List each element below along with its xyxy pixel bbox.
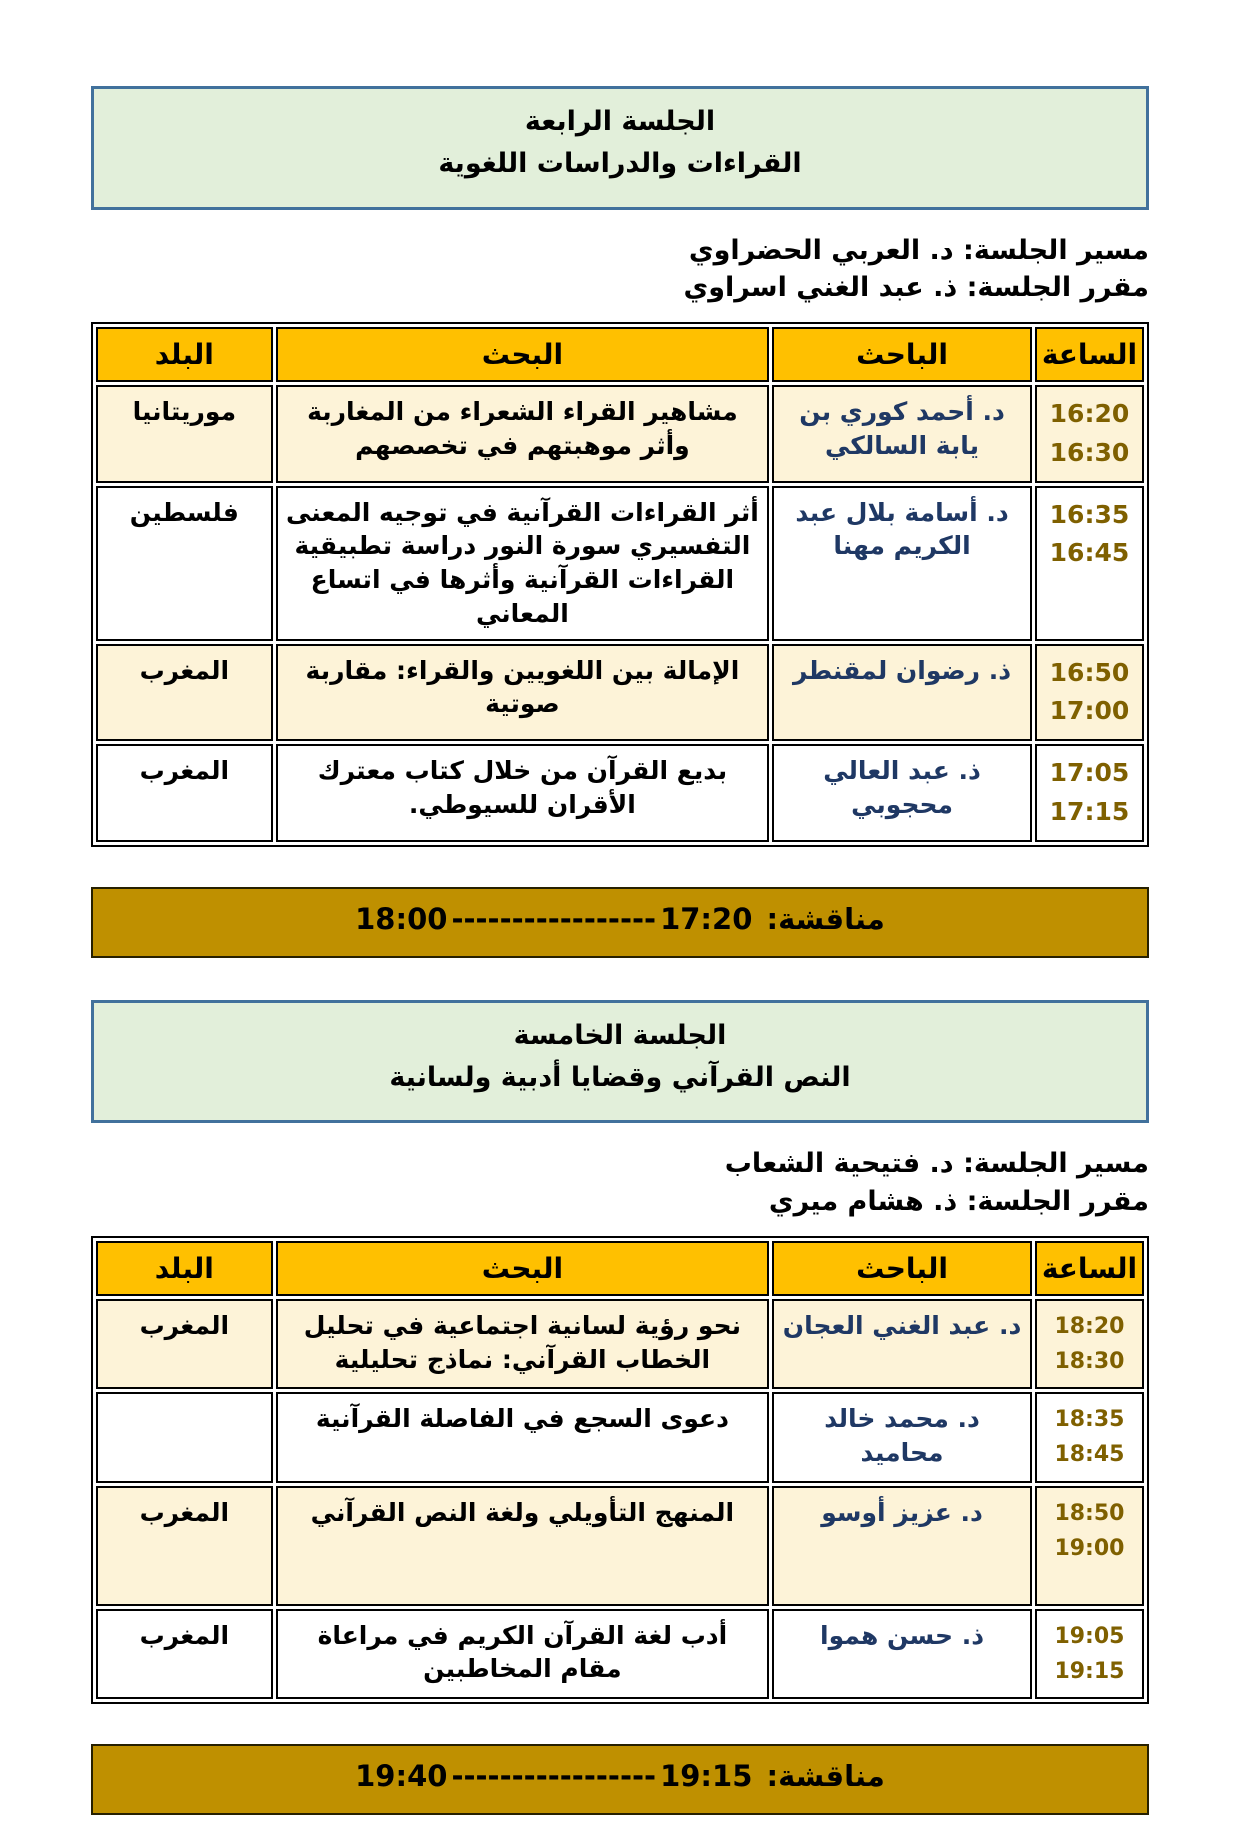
table-row (96, 744, 1144, 842)
time-end: 17:15 (1049, 796, 1130, 826)
country-name: المغرب (96, 1486, 273, 1606)
time-end: 19:15 (1054, 1658, 1125, 1684)
discussion-dashes: ----------------- (451, 1759, 657, 1793)
session4-officials (91, 232, 1149, 307)
table-header-row (96, 1241, 1144, 1296)
country-name: فلسطين (96, 486, 273, 641)
discussion-end-time: 19:40 (355, 1759, 448, 1793)
paper-title: بديع القرآن من خلال كتاب معترك الأقران للسيوطي. (276, 744, 770, 842)
time-start: 19:05 (1054, 1623, 1125, 1649)
table-row (96, 1299, 1144, 1389)
session5-discussion-banner (91, 1744, 1149, 1815)
session5-title-line2: النص القرآني وقضايا أدبية ولسانية (389, 1061, 851, 1093)
time-end: 18:45 (1054, 1442, 1125, 1468)
time-cell (1035, 486, 1144, 641)
time-end: 17:00 (1049, 696, 1130, 726)
country-name: المغرب (96, 644, 273, 742)
col-header-paper: البحث (276, 327, 770, 382)
col-header-time: الساعة (1035, 1241, 1144, 1296)
country-name: المغرب (96, 744, 273, 842)
researcher-name: د. أسامة بلال عبد الكريم مهنا (772, 486, 1032, 641)
col-header-time: الساعة (1035, 327, 1144, 382)
discussion-dashes: ----------------- (451, 901, 657, 936)
session5-schedule-table (91, 1236, 1149, 1704)
session5-rapporteur: مقرر الجلسة: ذ. هشام ميري (768, 1185, 1149, 1217)
paper-title: أثر القراءات القرآنية في توجيه المعنى التفسيري سورة النور دراسة تطبيقية القراءات القرآنية وأثرها في اتساع المعاني (276, 486, 770, 641)
time-start: 17:05 (1049, 758, 1130, 788)
page-content (91, 86, 1149, 1815)
table-row (96, 644, 1144, 742)
discussion-end-time: 18:00 (355, 901, 448, 936)
session4-schedule-table (91, 322, 1149, 847)
session5-title-line1: الجلسة الخامسة (513, 1019, 727, 1051)
time-start: 16:50 (1049, 657, 1130, 687)
section-spacer (91, 958, 1149, 1000)
paper-title: المنهج التأويلي ولغة النص القرآني (276, 1486, 770, 1606)
discussion-start-time: 17:20 (660, 901, 753, 936)
researcher-name: د. عزيز أوسو (772, 1486, 1032, 1606)
time-end: 16:45 (1049, 538, 1130, 568)
researcher-name: ذ. عبد العالي محجوبي (772, 744, 1032, 842)
col-header-country: البلد (96, 327, 273, 382)
time-cell (1035, 1299, 1144, 1389)
time-cell (1035, 385, 1144, 483)
time-end: 16:30 (1049, 437, 1130, 467)
time-cell (1035, 644, 1144, 742)
researcher-name: ذ. رضوان لمقنطر (772, 644, 1032, 742)
country-name: موريتانيا (96, 385, 273, 483)
session4-title-line1: الجلسة الرابعة (524, 106, 716, 137)
discussion-label: مناقشة: (766, 901, 885, 936)
researcher-name: د. أحمد كوري بن يابة السالكي (772, 385, 1032, 483)
session5-chair: مسير الجلسة: د. فتيحية الشعاب (724, 1148, 1149, 1180)
table-row (96, 1392, 1144, 1482)
country-name (96, 1392, 273, 1482)
country-name: المغرب (96, 1299, 273, 1389)
time-end: 19:00 (1054, 1535, 1125, 1561)
session4-title-box (91, 86, 1149, 210)
col-header-researcher: الباحث (772, 327, 1032, 382)
time-cell (1035, 1609, 1144, 1699)
paper-title: أدب لغة القرآن الكريم في مراعاة مقام المخاطبين (276, 1609, 770, 1699)
paper-title: دعوى السجع في الفاصلة القرآنية (276, 1392, 770, 1482)
table-row (96, 486, 1144, 641)
discussion-label: مناقشة: (766, 1759, 885, 1793)
paper-title: مشاهير القراء الشعراء من المغاربة وأثر موهبتهم في تخصصهم (276, 385, 770, 483)
time-cell (1035, 1392, 1144, 1482)
time-cell (1035, 1486, 1144, 1606)
researcher-name: د. عبد الغني العجان (772, 1299, 1032, 1389)
session4-rapporteur: مقرر الجلسة: ذ. عبد الغني اسراوي (683, 271, 1149, 303)
paper-title: نحو رؤية لسانية اجتماعية في تحليل الخطاب القرآني: نماذج تحليلية (276, 1299, 770, 1389)
table-header-row (96, 327, 1144, 382)
table-row (96, 385, 1144, 483)
researcher-name: ذ. حسن هموا (772, 1609, 1032, 1699)
time-end: 18:30 (1054, 1349, 1125, 1375)
session4-title-line2: القراءات والدراسات اللغوية (438, 147, 802, 179)
col-header-researcher: الباحث (772, 1241, 1032, 1296)
col-header-paper: البحث (276, 1241, 770, 1296)
time-start: 18:20 (1054, 1313, 1125, 1339)
session4-discussion-banner (91, 887, 1149, 958)
session4-chair: مسير الجلسة: د. العربي الحضراوي (688, 234, 1149, 266)
discussion-start-time: 19:15 (660, 1759, 753, 1793)
session5-title-box (91, 1000, 1149, 1124)
table-row (96, 1609, 1144, 1699)
country-name: المغرب (96, 1609, 273, 1699)
table-row (96, 1486, 1144, 1606)
session5-officials (91, 1145, 1149, 1220)
researcher-name: د. محمد خالد محاميد (772, 1392, 1032, 1482)
time-start: 18:35 (1054, 1407, 1125, 1433)
col-header-country: البلد (96, 1241, 273, 1296)
paper-title: الإمالة بين اللغويين والقراء: مقاربة صوتية (276, 644, 770, 742)
time-start: 16:20 (1049, 399, 1130, 429)
time-start: 16:35 (1049, 499, 1130, 529)
time-start: 18:50 (1054, 1500, 1125, 1526)
time-cell (1035, 744, 1144, 842)
